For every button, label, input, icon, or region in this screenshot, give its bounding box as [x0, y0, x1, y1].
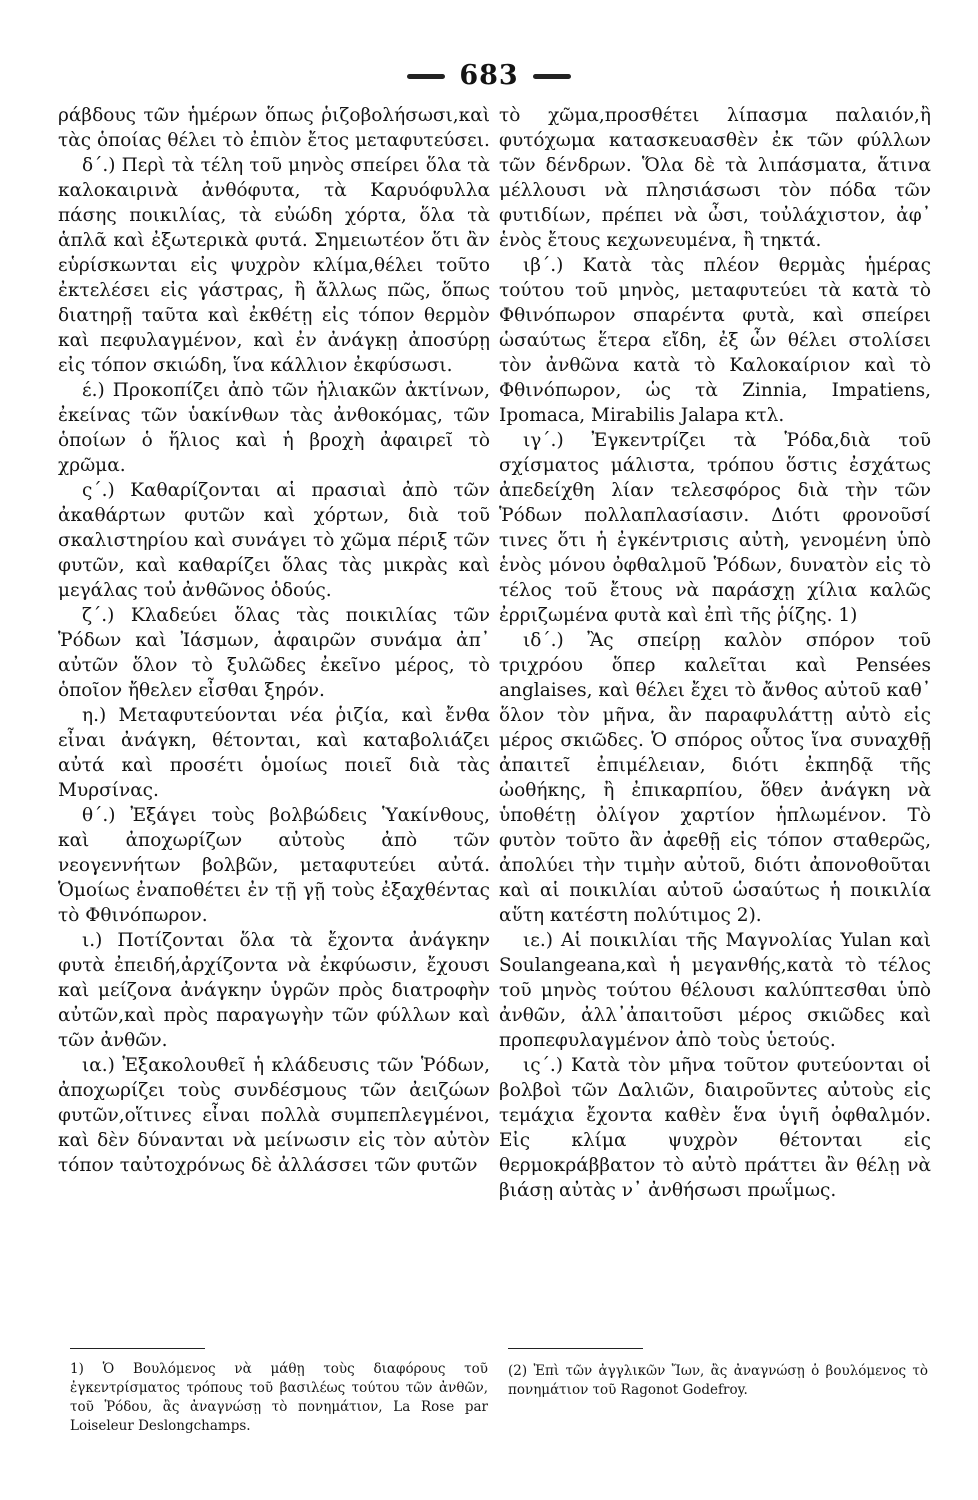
paragraph: ς΄.) Καθαρίζονται αἱ πρασιαὶ ἀπὸ τῶν ἀκαθάρτων φυτῶν καὶ χόρτων, διὰ τοῦ σκαλιστηρίου καὶ συνάγει τὸ χῶμα πέριξ τῶν φυτῶν, καὶ καθαρίζει ὅλας τὰς μικρὰς καὶ μεγάλας τοὐ ἀνθῶνος ὁδούς. — [58, 480, 490, 601]
paragraph: έ.) Προκοπίζει ἀπὸ τῶν ἡλιακῶν ἀκτίνων, ἐκείνας τῶν ὑακίνθων τὰς ἀνθοκόμας, τῶν ὁποίων ὁ ἥλιος καὶ ἡ βροχὴ ἀφαιρεῖ τὸ χρῶμα. — [58, 380, 490, 476]
paragraph: ράβδους τῶν ἡμέρων ὅπως ῥιζοβολήσωσι,καὶ τὰς ὁποίας θέλει τὸ ἐπιὸν ἔτος μεταφυτεύσει. — [58, 105, 490, 151]
paragraph: τὸ χῶμα,προσθέτει λίπασμα παλαιόν,ἢ φυτόχωμα κατασκευασθὲν ἐκ τῶν φύλλων τῶν δένδρων. Ὅλα δὲ τὰ λιπάσματα, ἅτινα μέλλουσι νὰ πλησιάσωσι τὸν πόδα τῶν φυτιδίων, πρέπει νὰ ὦσι, τοὐλάχιστον, ἀφ᾽ ἑνὸς ἔτους κεχωνευμένα, ἢ τηκτά. — [499, 105, 931, 251]
right-column — [499, 103, 931, 1203]
paragraph: ιγ΄.) Ἐγκεντρίζει τὰ Ῥόδα,διὰ τοῦ σχίσματος μάλιστα, τρόπου ὅστις ἐσχάτως ἀπεδείχθη λίαν τελεσφόρος διὰ τὴν τῶν Ῥόδων πολλαπλασίασιν. Διότι φρονοῦσί τινες ὅτι ἡ ἐγκέντρισις αὐτὴ, γενομένη ὑπὸ ἑνὸς μόνου ὀφθαλμοῦ Ῥόδων, δυνατὸν εἰς τὸ τέλος τοῦ ἔτους νὰ παράσχῃ χίλια καλῶς ἐρριζωμένα φυτὰ καὶ ἐπὶ τῆς ῥίζης. 1) — [499, 430, 931, 626]
paragraph: ις΄.) Κατὰ τὸν μῆνα τοῦτον φυτεύονται οἱ βολβοὶ τῶν Δαλιῶν, διαιροῦντες αὐτοὺς εἰς τεμάχια ἔχοντα καθὲν ἕνα ὑγιῆ ὀφθαλμόν. Εἰς κλίμα ψυχρὸν θέτονται εἰς θερμοκράββατον τὸ αὐτὸ πράττει ἂν θέλῃ νὰ βιάσῃ αὐτὰς ν᾽ ἀνθήσωσι πρωΐμως. — [499, 1055, 931, 1201]
left-column — [58, 103, 490, 1178]
paragraph: ι.) Ποτίζονται ὅλα τὰ ἔχοντα ἀνάγκην φυτὰ ἐπειδή,ἀρχίζοντα νὰ ἐκφύωσιν, ἔχουσι καὶ μείζονα ἀνάγκην ὑγρῶν πρὸς διατροφὴν αὐτῶν,καὶ πρὸς παραγωγὴν τῶν φύλλων καὶ τῶν ἀνθῶν. — [58, 930, 490, 1051]
paragraph: η.) Μεταφυτεύονται νέα ῥιζία, καὶ ἔνθα εἶναι ἀνάγκη, θέτονται, καὶ καταβολιάζει αὐτά καὶ προσέτι ὁμοίως ποιεῖ διὰ τὰς Μυρσίνας. — [58, 705, 490, 801]
left-ornament-icon — [407, 74, 445, 79]
paragraph: ιβ΄.) Κατὰ τὰς πλέον θερμὰς ἡμέρας τούτου τοῦ μηνὸς, μεταφυτεύει τὰ κατὰ τὸ Φθινόπωρον σπαρέντα φυτὰ, καὶ σπείρει ὡσαύτως ἕτερα εἴδη, ἐξ ὧν θέλει στολίσει τὸν ἀνθῶνα κατὰ τὸ Καλοκαίριον καὶ τὸ Φθινόπωρον, ὡς τὰ Zinnia, Impatiens, Ipomaca, Mirabilis Jalapa κτλ. — [499, 255, 931, 426]
left-footnote: 1) Ὁ Βουλόμενος νὰ μάθῃ τοὺς διαφόρους τοῦ ἐγκεντρίσματος τρόπους τοῦ βασιλέως τούτου τῶν ἀνθῶν, τοῦ Ῥόδου, ἂς ἀναγνώσῃ τὸ πονημάτιον, La Rose par Loiseleur Deslongchamps. — [70, 1361, 488, 1434]
paragraph: ια.) Ἐξακολουθεῖ ἡ κλάδευσις τῶν Ῥόδων, ἀποχωρίζει τοὺς συνδέσμους τῶν ἀειζώων φυτῶν,οἵτινες εἶναι πολλὰ συμπεπλεγμένοι, καὶ δὲν δύνανται νὰ μείνωσιν εἰς τὸν αὐτὸν τόπον ταὐτοχρόνως δὲ ἀλλάσσει τῶν φυτῶν — [58, 1055, 490, 1176]
paragraph: ιε.) Αἱ ποικιλίαι τῆς Μαγνολίας Yulan καὶ Soulangeana,καὶ ἡ μεγανθής,κατὰ τὸ τέλος τοῦ μηνὸς τούτου θέλουσι καλύπτεσθαι ὑπὸ ἀνθῶν, ἀλλ᾽ἀπαιτοῦσι μέρος σκιῶδες καὶ προπεφυλαγμένον ἀπὸ τοὺς ὑετούς. — [499, 930, 931, 1051]
paragraph: ιδ΄.) Ἂς σπείρῃ καλὸν σπόρον τοῦ τριχρόου ὅπερ καλεῖται καὶ Pensées anglaises, καὶ θέλει ἔχει τὸ ἄνθος αὐτοῦ καθ᾽ ὅλον τὸν μῆνα, ἂν παραφυλάττῃ αὐτὸ εἰς μέρος σκιῶδες. Ὁ σπόρος οὗτος ἵνα συναχθῇ ἀπαιτεῖ ἐπιμέλειαν, διότι ἐκπηδᾷ τῆς ὠοθήκης, ἢ ἐπικαρπίου, ὅθεν ἀνάγκη νὰ ὑποθέτῃ ὀλίγον χαρτίον ἡπλωμένον. Τὸ φυτὸν τοῦτο ἂν ἀφεθῇ εἰς τόπον σταθερῶς, ἀπολύει τὴν τιμὴν αὐτοῦ, διότι ἀπονοθοῦται καὶ αἱ ποικιλίαι αὐτοῦ ὡσαύτως ἡ ποικιλία αὕτη κατέστη πολύτιμος 2). — [499, 630, 931, 926]
page-header — [0, 60, 978, 91]
paragraph: ζ΄.) Κλαδεύει ὅλας τὰς ποικιλίας τῶν Ῥόδων καὶ Ἰάσμων, ἀφαιρῶν συνάμα ἀπ᾽ αὐτῶν ὅλον τὸ ξυλῶδες ἐκεῖνο μέρος, τὸ ὁποῖον ἤθελεν εἶσθαι ξηρόν. — [58, 605, 490, 701]
paragraph: δ΄.) Περὶ τὰ τέλη τοῦ μηνὸς σπείρει ὅλα τὰ καλοκαιρινὰ ἀνθόφυτα, τὰ Καρυόφυλλα πάσης ποικιλίας, τὰ εὐώδη χόρτα, ὅλα τὰ ἁπλᾶ καὶ ἐξωτερικὰ φυτά. Σημειωτέον ὅτι ἂν εὑρίσκωνται εἰς ψυχρὸν κλίμα,θέλει τοῦτο ἐκτελέσει εἰς γάστρας, ἢ ἄλλως πῶς, ὅπως διατηρῇ ταῦτα καὶ ἐκθέτῃ εἰς τόπον θερμὸν καὶ πεφυλαγμένον, καὶ ἐν ἀνάγκῃ ἀποσύρῃ εἰς τόπον σκιώδη, ἵνα κάλλιον ἐκφύσωσι. — [58, 155, 490, 376]
page-number: 683 — [459, 60, 519, 91]
right-footnote: (2) Ἐπὶ τῶν ἀγγλικῶν Ἴων, ἂς ἀναγνώσῃ ὁ βουλόμενος τὸ πονημάτιον τοῦ Ragonot Godefroy. — [508, 1363, 928, 1398]
left-footnote-rule — [70, 1348, 205, 1349]
right-footnote-rule — [508, 1348, 643, 1349]
right-ornament-icon — [533, 74, 571, 79]
paragraph: θ΄.) Ἐξάγει τοὺς βολβώδεις Ὑακίνθους, καὶ ἀποχωρίζων αὐτοὺς ἀπὸ τῶν νεογεννήτων βολβῶν, μεταφυτεύει αὐτά. Ὁμοίως ἐναποθέτει ἐν τῇ γῇ τοὺς ἐξαχθέντας τὸ Φθινόπωρον. — [58, 805, 490, 926]
